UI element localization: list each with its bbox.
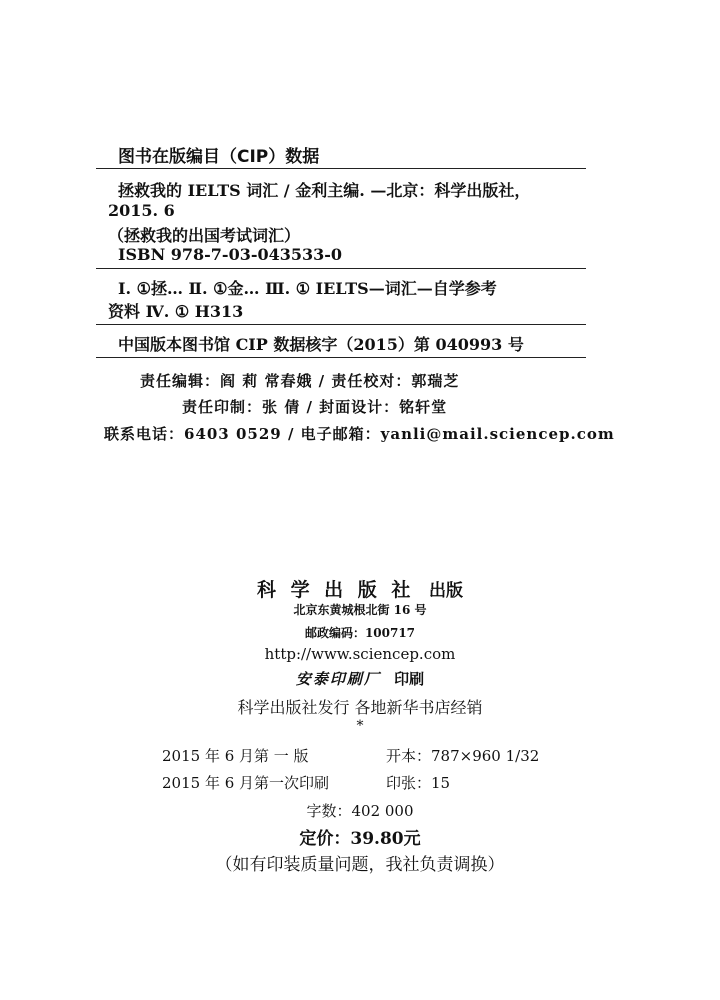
- printer-suffix: 印刷: [394, 670, 425, 688]
- publisher-suffix: 出版: [429, 581, 464, 601]
- publisher-name: 科 学 出 版 社: [256, 579, 415, 601]
- publisher-line: [0, 575, 720, 602]
- publisher-url: http://www.sciencep.com: [264, 645, 456, 663]
- staff-contact: 联系电话：6403 0529 / 电子邮箱：yanli@mail.sciencep.com: [104, 425, 615, 443]
- printer-name: 安泰印刷厂: [295, 670, 381, 688]
- quality-note: （如有印装质量问题，我社负责调换）: [215, 855, 505, 875]
- cip-bottom-rule: [96, 357, 586, 358]
- cip-line-record-number: 中国版本图书馆 CIP 数据核字（2015）第 040993 号: [118, 335, 524, 354]
- staff-print-design: 责任印制：张 倩 / 封面设计：铭轩堂: [182, 398, 448, 416]
- format: 开本：787×960 1/32: [386, 747, 540, 765]
- printer-line: [0, 668, 720, 689]
- cip-top-rule: [96, 168, 586, 169]
- staff-editors: 责任编辑：阎 莉 常春娥 / 责任校对：郭瑞芝: [140, 372, 460, 390]
- cip-line-1: 拯救我的 IELTS 词汇 / 金利主编. —北京：科学出版社，: [118, 181, 531, 200]
- printing: 2015 年 6 月第一次印刷: [162, 774, 330, 792]
- cip-line-2: 2015. 6: [108, 201, 175, 220]
- cip-title: 图书在版编目（CIP）数据: [118, 147, 320, 167]
- price: 定价：39.80元: [299, 829, 421, 849]
- cip-line-classification: Ⅰ. ①拯… Ⅱ. ①金… Ⅲ. ① IELTS—词汇—自学参考: [118, 279, 497, 298]
- cip-mid-rule-1: [96, 268, 586, 269]
- word-count: 字数：402 000: [306, 802, 414, 820]
- cip-line-isbn: ISBN 978-7-03-043533-0: [118, 245, 343, 264]
- postcode: 邮政编码：100717: [304, 626, 416, 640]
- publisher-address: 北京东黄城根北街 16 号: [293, 603, 427, 617]
- printed-sheets: 印张：15: [386, 774, 451, 792]
- cip-line-3: （拯救我的出国考试词汇）: [108, 226, 301, 245]
- cip-line-classification-cont: 资料 Ⅳ. ① H313: [108, 302, 244, 321]
- edition: 2015 年 6 月第 一 版: [162, 747, 309, 765]
- separator-star: *: [356, 718, 364, 734]
- cip-mid-rule-2: [96, 324, 586, 325]
- distribution: 科学出版社发行 各地新华书店经销: [237, 698, 483, 717]
